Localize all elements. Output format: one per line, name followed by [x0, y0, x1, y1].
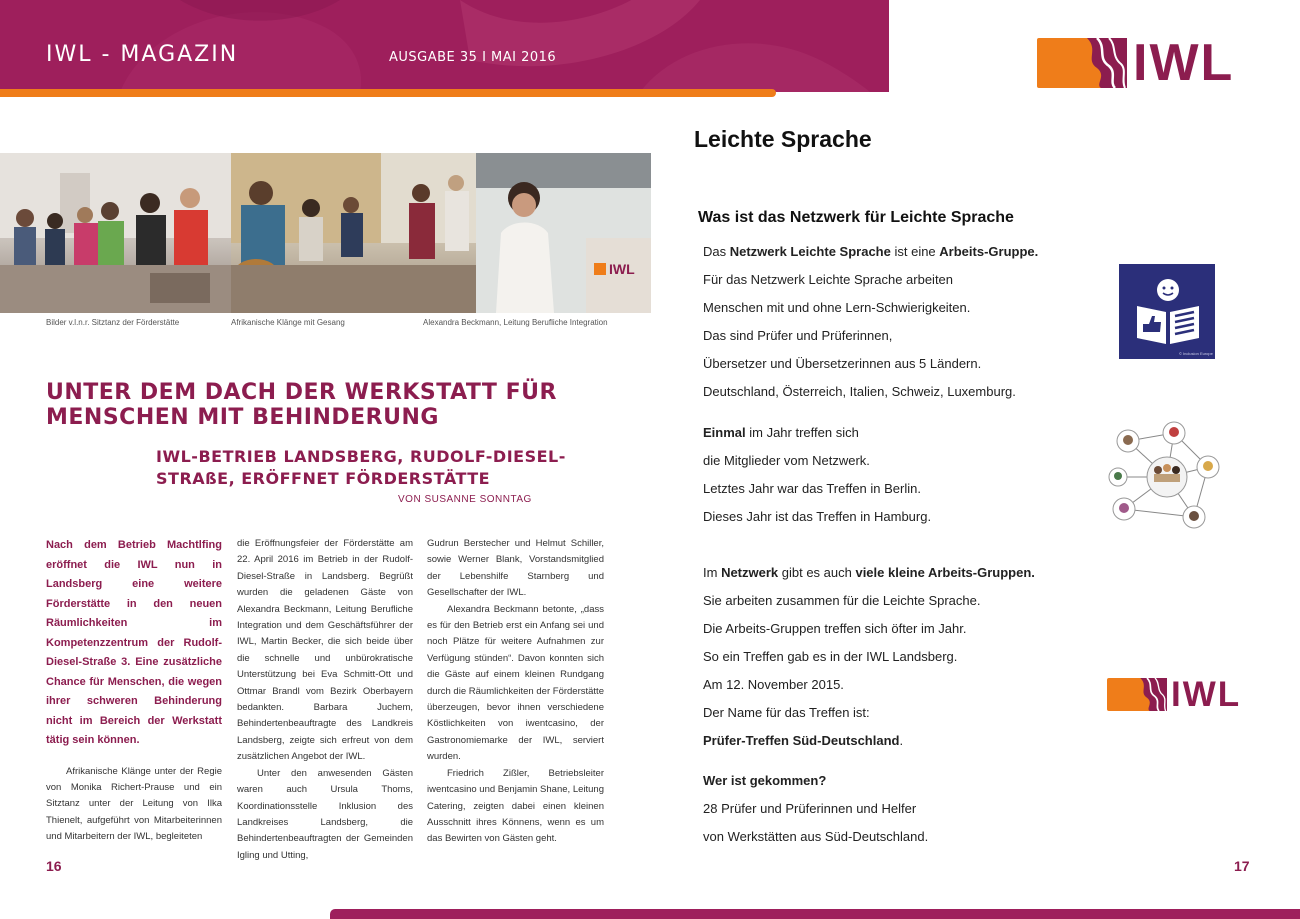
text-span: Das: [703, 244, 730, 259]
iwl-logo-mark-icon: [1107, 678, 1167, 711]
text-block-1: [703, 238, 1038, 406]
iwl-logo-mark-icon: [1037, 38, 1127, 88]
text-line: Sie arbeiten zusammen für die Leichte Sprache.: [703, 593, 981, 608]
svg-text:IWL: IWL: [609, 261, 635, 277]
iwl-logo: [1037, 34, 1235, 92]
text-block-4: [703, 767, 928, 851]
article-headline: UNTER DEM DACH DER WERKSTATT FÜR MENSCHEN MIT BEHINDERUNG: [46, 380, 557, 430]
bold-term: Arbeits-Gruppe.: [939, 244, 1039, 259]
iwl-logo-text: IWL: [1171, 675, 1242, 714]
photo-african-music: [231, 153, 476, 313]
text-span: gibt es auch: [778, 565, 856, 580]
photo-speaker: [476, 153, 651, 313]
text-line: Deutschland, Österreich, Italien, Schweiz, Luxemburg.: [703, 384, 1016, 399]
article-column-2: [237, 536, 413, 864]
article-column-3: [427, 536, 604, 848]
photo-caption-1: Bilder v.l.n.r. Sitztanz der Förderstätte: [46, 318, 180, 327]
article-paragraph: Afrikanische Klänge unter der Regie von Monika Richert-Prause und ein Sitztanz unter der Leitung von Ilka Thienelt, aufgeführt von Mitarbeiterinnen und Mitarbeitern der IWL, begleiteten: [46, 765, 222, 843]
text-line: [703, 419, 931, 447]
article-paragraph: Friedrich Zißler, Betriebsleiter iwentcasino und Benjamin Shane, Leitung Catering, zeigten dabei einen kleinen Ausschnitt ihres Könnens, wenn es um das Bewirten von Gästen geht.: [427, 767, 604, 845]
article-subheadline: IWL-BETRIEB LANDSBERG, RUDOLF-DIESEL-STRAßE, ERÖFFNET FÖRDERSTÄTTE: [156, 447, 566, 488]
iwl-logo-small: [1107, 675, 1242, 714]
text-line: 28 Prüfer und Prüferinnen und Helfer: [703, 801, 917, 816]
text-line: Die Arbeits-Gruppen treffen sich öfter im Jahr.: [703, 621, 967, 636]
text-line: So ein Treffen gab es in der IWL Landsberg.: [703, 649, 958, 664]
header-band: [0, 0, 889, 92]
text-line: Der Name für das Treffen ist:: [703, 705, 870, 720]
bold-term: Einmal: [703, 425, 746, 440]
section-subtitle: Was ist das Netzwerk für Leichte Sprache: [698, 209, 1014, 226]
text-line: [703, 727, 1035, 755]
text-block-2: [703, 419, 931, 531]
text-line: Übersetzer und Übersetzerinnen aus 5 Ländern.: [703, 356, 982, 371]
header-orange-bar: [0, 89, 776, 97]
pictogram-credit: © Inclusion Europe: [1179, 351, 1213, 356]
text-line: Für das Netzwerk Leichte Sprache arbeiten: [703, 272, 954, 287]
footer-bar: [330, 909, 1300, 919]
article-paragraph: die Eröffnungsfeier der Förderstätte am 22. April 2016 im Betrieb in der Rudolf-Diesel-Straße in Landsberg. Begrüßt wurden die geladenen Gäste von Alexandra Beckmann, Leitung Berufliche Integration und dem Geschäftsführer der IWL, Martin Becker, die sich beide über die schnelle und unbürokratische Unterstützung bei Eva Schmitt-Ott und Ottmar Brandl vom Bezirk Oberbayern bedankten. Barbara Juchem, Behindertenbeauftragte des Landkreis Landsberg, zeigte sich erfreut von dem zusätzlichen Angebot der IWL.: [237, 538, 413, 763]
text-line: [703, 238, 1038, 266]
text-line: Das sind Prüfer und Prüferinnen,: [703, 328, 893, 343]
iwl-logo-text: IWL: [1133, 34, 1235, 92]
article-paragraph: Gudrun Berstecher und Helmut Schiller, sowie Werner Blank, Vorstandsmitglied der Lebenshilfe Starnberg und Gesellschafter der IWL.: [427, 538, 604, 599]
bold-term: Netzwerk Leichte Sprache: [729, 244, 891, 259]
text-line: Menschen mit und ohne Lern-Schwierigkeiten.: [703, 300, 971, 315]
text-span: .: [899, 733, 904, 748]
text-span: ist eine: [890, 244, 940, 259]
photo-caption-2: Afrikanische Klänge mit Gesang: [231, 318, 345, 327]
page-number-right: 17: [1234, 858, 1250, 874]
article-paragraph: Unter den anwesenden Gästen waren auch Ursula Thoms, Koordinationsstelle Inklusion des Landkreises Landsberg, die Behindertenbeauftragten der Gemeinden Igling und Utting,: [237, 767, 413, 861]
article-paragraph: Alexandra Beckmann betonte, „dass es für den Betrieb erst ein Anfang sei und noch Plätze für weitere Aufnahmen zur Verfügung stünden“. Davon konnten sich die Gäste auf einem kleinen Rundgang durch die Räumlichkeiten der Förderstätte überzeugen, bevor ihnen verschiedene Köstlichkeiten von iwentcasino, der Gastronomiemarke der IWL, serviert wurden.: [427, 603, 604, 763]
section-title: Leichte Sprache: [694, 126, 872, 152]
issue-info: AUSGABE 35 I MAI 2016: [389, 50, 557, 65]
bold-term: viele kleine Arbeits-Gruppen.: [855, 565, 1035, 580]
article-column-1: [46, 536, 222, 846]
text-question: Wer ist gekommen?: [703, 773, 827, 788]
text-span: im Jahr treffen sich: [745, 425, 859, 440]
page-number-left: 16: [46, 858, 62, 874]
text-line: von Werkstätten aus Süd-Deutschland.: [703, 829, 929, 844]
text-line: Am 12. November 2015.: [703, 677, 844, 692]
text-block-3: [703, 559, 1035, 755]
photo-caption-3: Alexandra Beckmann, Leitung Berufliche Integration: [423, 318, 608, 327]
text-line: die Mitglieder vom Netzwerk.: [703, 453, 870, 468]
network-people-icon: [1108, 419, 1226, 535]
text-line: Letztes Jahr war das Treffen in Berlin.: [703, 481, 921, 496]
article-author: VON SUSANNE SONNTAG: [398, 494, 532, 505]
easy-to-read-logo-icon: [1119, 264, 1215, 359]
text-span: Im: [703, 565, 722, 580]
magazine-title: IWL - MAGAZIN: [46, 42, 239, 67]
bold-term: Prüfer-Treffen Süd-Deutschland: [703, 733, 900, 748]
article-lead: Nach dem Betrieb Machtlfing eröffnet die IWL nun in Landsberg eine weitere Förderstätte in den neuen Räumlichkeiten im Kompetenzzentrum der Rudolf-Diesel-Straße 3. Eine zusätzliche Chance für Menschen, die wegen ihrer schweren Behinderung nicht im Bereich der Werkstatt tätig sein können.: [46, 539, 222, 746]
bold-term: Netzwerk: [721, 565, 779, 580]
text-line: Dieses Jahr ist das Treffen in Hamburg.: [703, 509, 932, 524]
text-line: [703, 559, 1035, 587]
photo-seated-dance: [0, 153, 231, 313]
photo-strip: [0, 153, 651, 313]
